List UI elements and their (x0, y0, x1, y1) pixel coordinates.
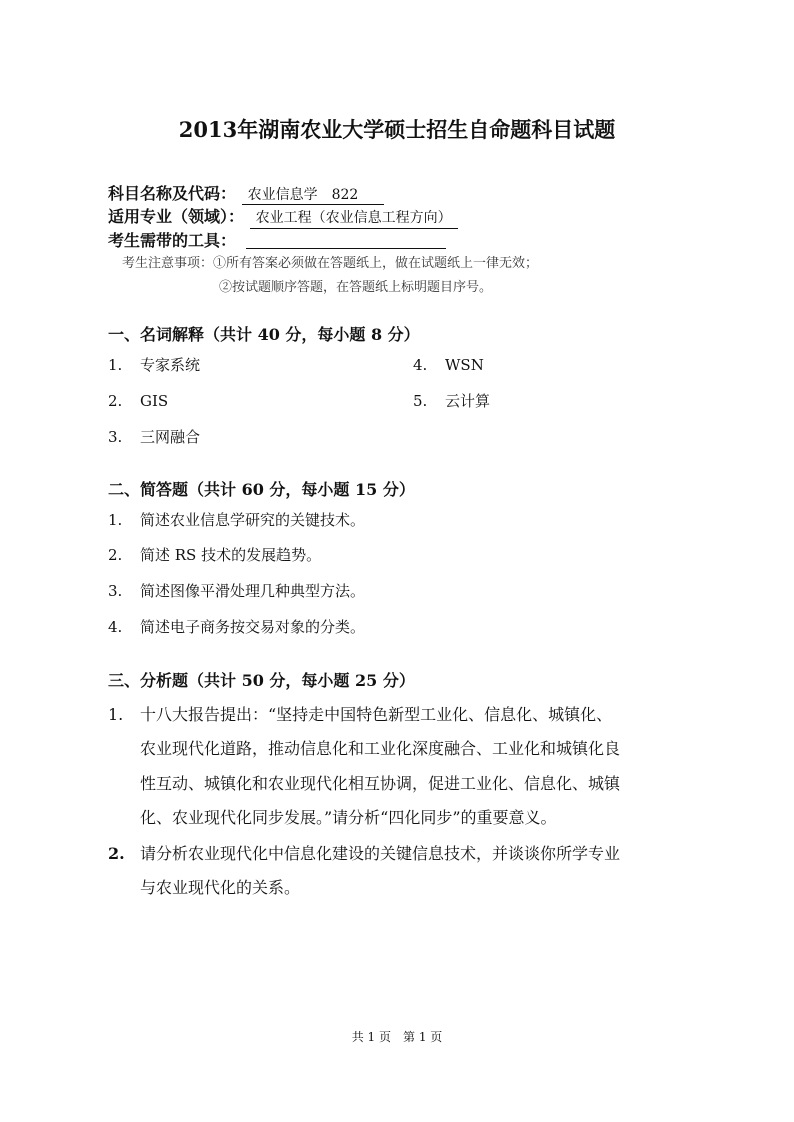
section1-heading: 一、名词解释（共计 40 分，每小题 8 分） (108, 325, 420, 344)
subject-row (108, 186, 384, 205)
question-1-line: 化、农业现代化同步发展。”请分析“四化同步”的重要意义。 (140, 808, 557, 827)
item-number: 4. (413, 356, 428, 374)
item-number: 1. (108, 356, 123, 374)
item-text: 简述图像平滑处理几种典型方法。 (140, 582, 366, 600)
question-2-number: 2. (108, 844, 125, 863)
tools-value (246, 232, 446, 249)
item-text: 三网融合 (140, 428, 201, 446)
list-item (413, 358, 484, 373)
item-text: 简述农业信息学研究的关键技术。 (140, 511, 366, 529)
item-text: WSN (445, 356, 484, 374)
item-text: 专家系统 (140, 356, 201, 374)
page-footer: 共 1 页 第 1 页 (351, 1030, 443, 1044)
question-2-line: 请分析农业现代化中信息化建设的关键信息技术，并谈谈你所学专业 (140, 844, 621, 863)
item-number: 4. (108, 618, 123, 636)
notes-line-1 (122, 257, 538, 270)
list-item (108, 620, 365, 635)
major-row (108, 209, 458, 225)
item-text: 简述电子商务按交易对象的分类。 (140, 618, 366, 636)
question-1-number: 1. (108, 705, 124, 724)
note-1: ①所有答案必须做在答题纸上，做在试题纸上一律无效； (213, 256, 539, 271)
item-text: 云计算 (445, 392, 491, 410)
tools-label: 考生需带的工具： (108, 231, 237, 250)
item-number: 3. (108, 582, 123, 600)
item-number: 5. (413, 392, 428, 410)
exam-title: 2013年湖南农业大学硕士招生自命题科目试题 (178, 117, 616, 142)
list-item (108, 394, 168, 409)
list-item (413, 394, 490, 409)
notes-label: 考生注意事项： (122, 256, 214, 271)
question-1-line: 性互动、城镇化和农业现代化相互协调，促进工业化、信息化、城镇 (140, 774, 621, 793)
list-item (108, 513, 365, 528)
section3-heading: 三、分析题（共计 50 分，每小题 25 分） (108, 671, 415, 690)
item-number: 3. (108, 428, 123, 446)
item-text: 简述 RS 技术的发展趋势。 (140, 546, 322, 564)
item-number: 1. (108, 511, 123, 529)
question-1-line: 农业现代化道路，推动信息化和工业化深度融合、工业化和城镇化良 (140, 739, 621, 758)
list-item (108, 548, 321, 563)
section2-heading: 二、简答题（共计 60 分，每小题 15 分） (108, 480, 415, 499)
subject-label: 科目名称及代码： (108, 184, 237, 203)
tools-row (108, 232, 446, 249)
major-label: 适用专业（领域）： (108, 207, 245, 226)
list-item (108, 584, 365, 599)
item-text: GIS (140, 392, 169, 410)
item-number: 2. (108, 546, 123, 564)
major-value: 农业工程（农业信息工程方向） (250, 210, 458, 229)
question-1-line: 十八大报告提出：“坚持走中国特色新型工业化、信息化、城镇化、 (140, 705, 613, 724)
subject-value: 农业信息学 822 (242, 188, 384, 205)
question-2-line: 与农业现代化的关系。 (140, 878, 301, 897)
note-2: ②按试题顺序答题，在答题纸上标明题目序号。 (219, 280, 493, 295)
item-number: 2. (108, 392, 123, 410)
list-item (108, 358, 200, 373)
list-item (108, 430, 200, 445)
